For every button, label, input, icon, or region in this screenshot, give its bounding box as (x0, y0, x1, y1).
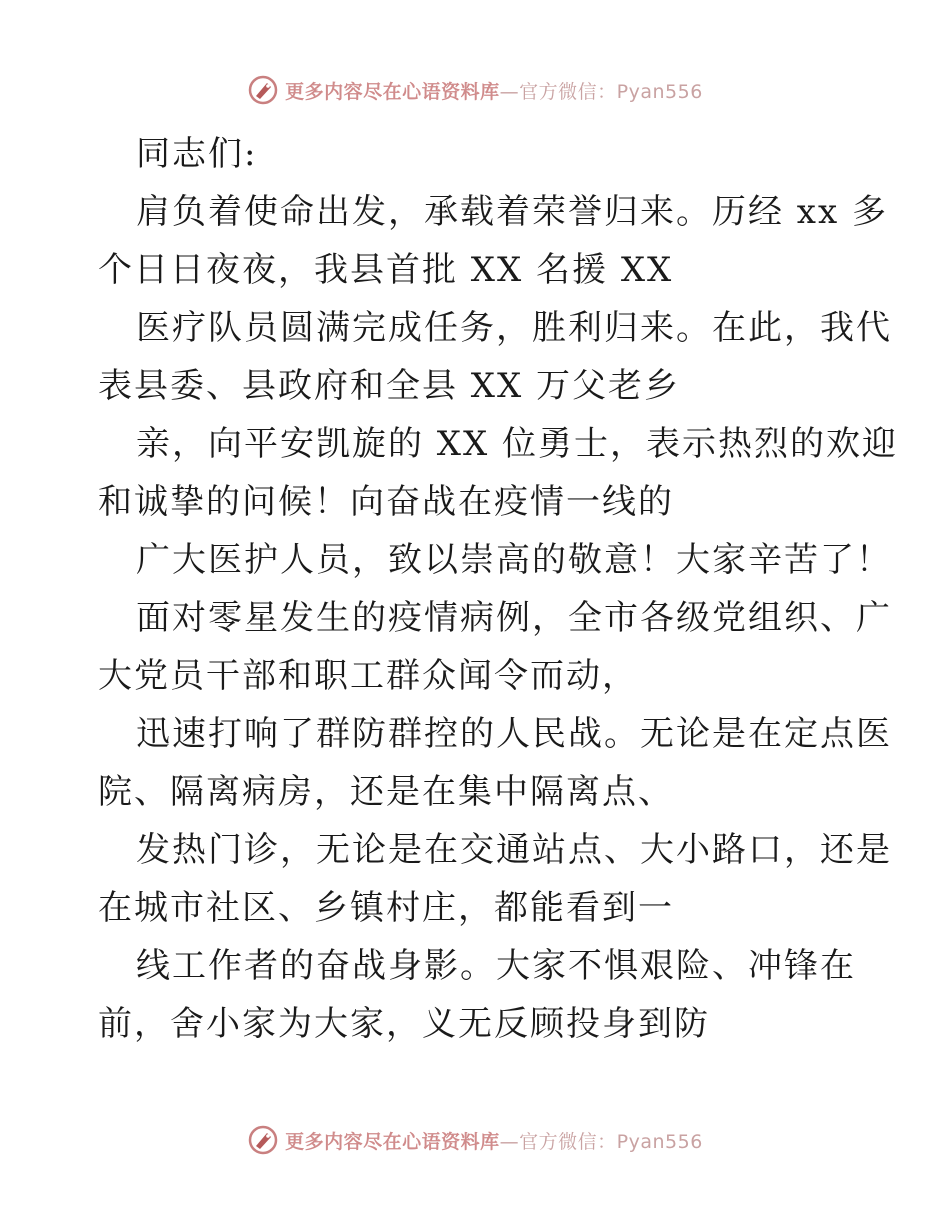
watermark-text (285, 1127, 703, 1154)
paragraph-line: 线工作者的奋战身影。大家不惧艰险、冲锋在 (136, 946, 856, 986)
paragraph-line: 院、隔离病房，还是在集中隔离点、 (98, 772, 674, 812)
paragraph-line: 面对零星发生的疫情病例，全市各级党组织、广 (136, 598, 892, 638)
watermark-contact: 官方微信：Pyan556 (519, 1130, 703, 1153)
pen-nib-circle-icon (247, 74, 279, 106)
paragraph-line: 广大医护人员，致以崇高的敬意！大家辛苦了！ (136, 540, 892, 580)
document-body (98, 125, 899, 1053)
paragraph-line: 表县委、县政府和全县 XX 万父老乡 (98, 366, 681, 406)
paragraph-line: 前，舍小家为大家，义无反顾投身到防 (98, 1004, 710, 1044)
paragraph-line: 大党员干部和职工群众闻令而动， (98, 656, 638, 696)
watermark-brand: 更多内容尽在心语资料库 (285, 80, 500, 103)
paragraph-line: 迅速打响了群防群控的人民战。无论是在定点医 (136, 714, 892, 754)
salutation: 同志们: (136, 134, 258, 174)
paragraph-line: 亲，向平安凯旋的 XX 位勇士，表示热烈的欢迎 (136, 424, 899, 464)
watermark-contact: 官方微信：Pyan556 (519, 80, 703, 103)
watermark-separator: — (499, 1130, 520, 1153)
watermark-brand: 更多内容尽在心语资料库 (285, 1130, 500, 1153)
paragraph-line: 个日日夜夜，我县首批 XX 名援 XX (98, 250, 674, 290)
pen-nib-circle-icon (247, 1124, 279, 1156)
watermark-footer (0, 1120, 950, 1160)
paragraph-line: 医疗队员圆满完成任务，胜利归来。在此，我代 (136, 308, 892, 348)
watermark-separator: — (499, 80, 520, 103)
paragraph-line: 和诚挚的问候！向奋战在疫情一线的 (98, 482, 674, 522)
watermark-text (285, 77, 703, 104)
paragraph-line: 在城市社区、乡镇村庄，都能看到一 (98, 888, 674, 928)
watermark-header (0, 70, 950, 110)
paragraph-line: 肩负着使命出发，承载着荣誉归来。历经 xx 多 (136, 192, 888, 232)
paragraph-line: 发热门诊，无论是在交通站点、大小路口，还是 (136, 830, 892, 870)
